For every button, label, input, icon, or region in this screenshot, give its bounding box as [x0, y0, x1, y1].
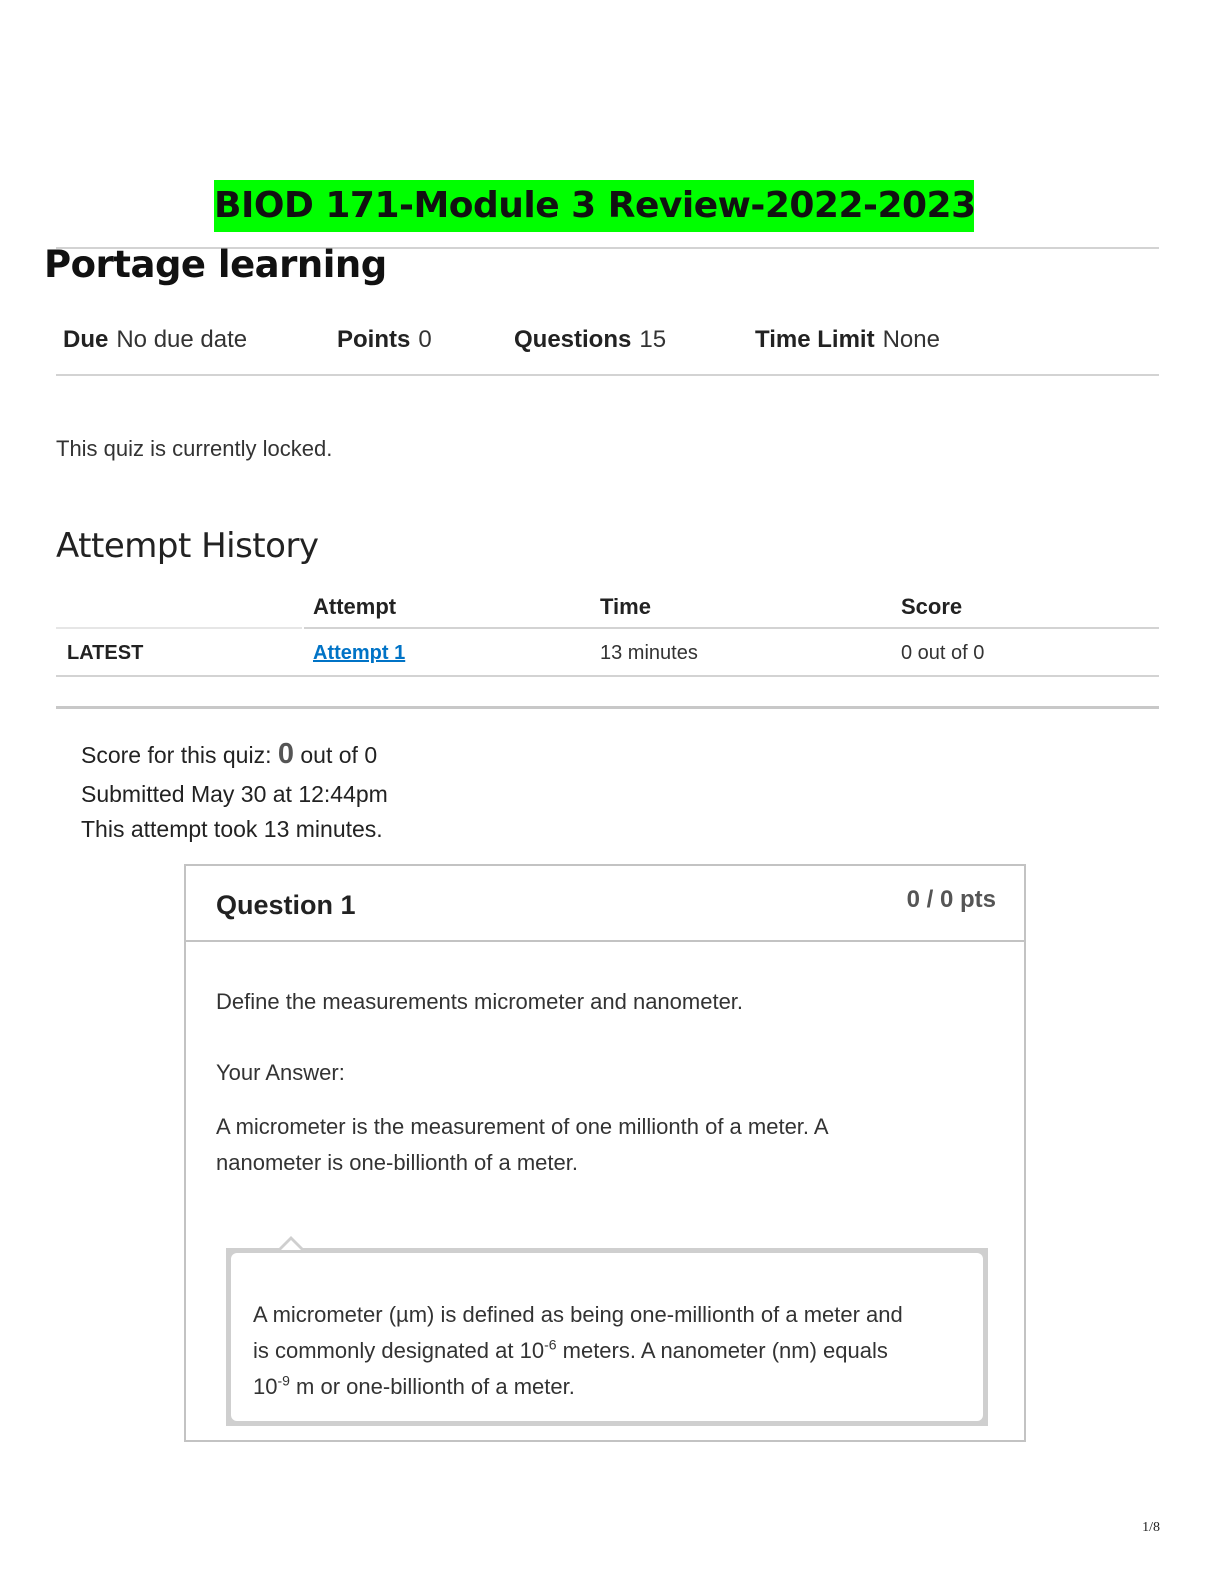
exponent-9: -9 [277, 1372, 290, 1389]
answer-line-1: A micrometer is the measurement of one millionth of a meter. A [216, 1114, 829, 1139]
column-header-time: Time [600, 594, 651, 619]
attempt-1-link[interactable] [313, 642, 405, 665]
question-header [186, 866, 1024, 942]
feedback-line-3 [253, 1369, 963, 1405]
feedback-caret-inner [281, 1240, 301, 1250]
submission-divider [56, 706, 1159, 709]
table-header-divider [304, 627, 1159, 629]
attempt-link-text[interactable]: Attempt 1 [313, 642, 406, 664]
column-header-attempt: Attempt [313, 594, 397, 619]
meta-points-label: Points [337, 326, 411, 353]
meta-points [337, 326, 432, 354]
attempt-time: 13 minutes [600, 642, 698, 664]
answer-label: Your Answer: [216, 1060, 345, 1085]
meta-questions-label: Questions [514, 326, 632, 353]
submitted-line: Submitted May 30 at 12:44pm [81, 781, 388, 807]
attempt-history-title: Attempt History [56, 526, 319, 566]
meta-points-value: 0 [418, 326, 432, 353]
meta-due-value: No due date [116, 326, 248, 353]
meta-due [63, 326, 247, 354]
feedback-line-3-text: 10 [253, 1374, 278, 1399]
page-title: Portage learning [44, 243, 387, 286]
score-prefix: Score for this quiz: [81, 742, 272, 768]
meta-questions-value: 15 [639, 326, 667, 353]
meta-due-label: Due [63, 326, 109, 353]
question-points: 0 / 0 pts [906, 886, 996, 913]
feedback-box [226, 1248, 988, 1426]
exponent-6: -6 [544, 1336, 557, 1353]
meta-time-limit [755, 326, 940, 354]
meta-time-limit-label: Time Limit [755, 326, 875, 353]
duration-line: This attempt took 13 minutes. [81, 816, 383, 842]
attempt-score: 0 out of 0 [901, 642, 985, 664]
meta-questions [514, 326, 666, 354]
table-row-divider [56, 675, 1159, 677]
answer-text [216, 1109, 829, 1181]
feedback-line-2-rest: meters. A nanometer (nm) equals [556, 1338, 888, 1363]
column-header-score: Score [901, 594, 963, 619]
answer-line-2: nanometer is one-billionth of a meter. [216, 1150, 578, 1175]
quiz-score-line [81, 738, 377, 771]
meta-divider [56, 374, 1159, 376]
feedback-line-3-rest: m or one-billionth of a meter. [289, 1374, 575, 1399]
meta-time-limit-value: None [882, 326, 940, 353]
score-value: 0 [277, 738, 294, 770]
feedback-content [231, 1253, 983, 1421]
feedback-line-2-text: is commonly designated at 10 [253, 1338, 545, 1363]
feedback-line-1: A micrometer (µm) is defined as being one-millionth of a meter and [253, 1302, 903, 1327]
document-banner: BIOD 171-Module 3 Review-2022-2023 [214, 180, 974, 232]
latest-tag: LATEST [67, 642, 144, 664]
score-suffix: out of 0 [300, 742, 378, 768]
question-title: Question 1 [216, 890, 356, 920]
feedback-line-2 [253, 1333, 963, 1369]
question-card [184, 864, 1026, 1442]
page-number: 1/8 [1142, 1520, 1160, 1535]
locked-message: This quiz is currently locked. [56, 436, 333, 461]
question-prompt: Define the measurements micrometer and nanometer. [216, 989, 744, 1014]
table-header-divider-left [56, 627, 302, 629]
